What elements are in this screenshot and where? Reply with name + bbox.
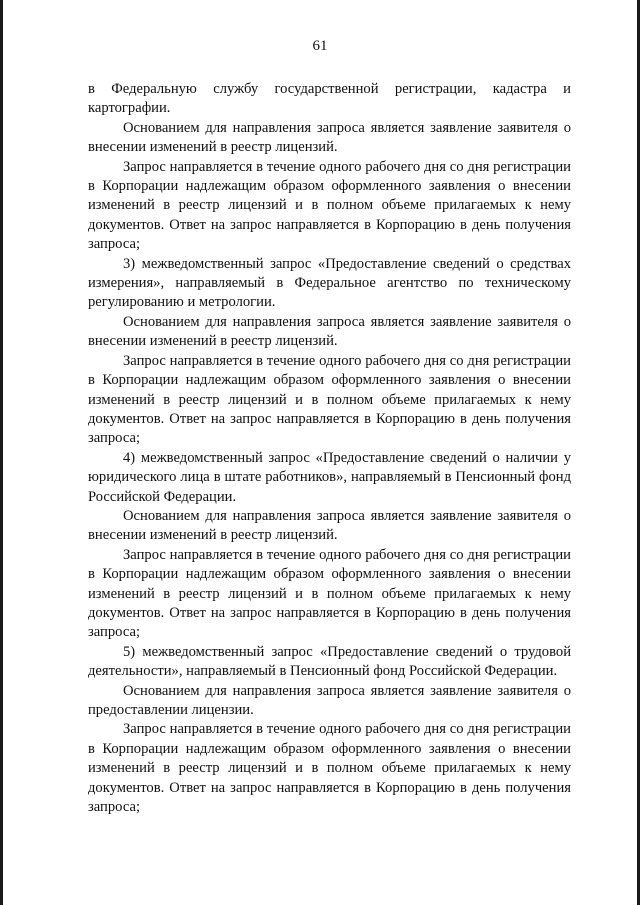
document-body [88, 80, 571, 817]
paragraph: в Федеральную службу государственной регистрации, кадастра и картографии. [88, 81, 571, 117]
paragraph: Запрос направляется в течение одного рабочего дня со дня регистрации в Корпорации надлежащим образом оформленного заявления о внесении изменений в реестр лицензий и в полном объеме прилагаемых к нему документов. Ответ на запрос направляется в Корпорацию в день получения запроса; [88, 352, 571, 447]
paragraph: Основанием для направления запроса является заявление заявителя о внесении изменений в реестр лицензий. [88, 507, 571, 544]
scan-edge-left [0, 0, 3, 905]
paragraph: Запрос направляется в течение одного рабочего дня со дня регистрации в Корпорации надлежащим образом оформленного заявления о внесении изменений в реестр лицензий и в полном объеме прилагаемых к нему документов. Ответ на запрос направляется в Корпорацию в день получения запроса; [88, 721, 571, 816]
paragraph: 4) межведомственный запрос «Предоставление сведений о наличии у юридического лица в штате работников», направляемый в Пенсионный фонд Российской Федерации. [88, 449, 571, 505]
paragraph: Основанием для направления запроса является заявление заявителя о предоставлении лицензии. [88, 682, 571, 718]
paragraph: Запрос направляется в течение одного рабочего дня со дня регистрации в Корпорации надлежащим образом оформленного заявления о внесении изменений в реестр лицензий и в полном объеме прилагаемых к нему документов. Ответ на запрос направляется в Корпорацию в день получения запроса; [88, 546, 571, 641]
paragraph: 3) межведомственный запрос «Предоставление сведений о средствах измерения», направляемый в Федеральное агентство по техническому регулированию и метрологии. [88, 255, 571, 311]
paragraph: Основанием для направления запроса является заявление заявителя о внесении изменений в реестр лицензий. [88, 119, 571, 156]
paragraph: 5) межведомственный запрос «Предоставление сведений о трудовой деятельности», направляемый в Пенсионный фонд Российской Федерации. [88, 643, 571, 680]
paragraph: Запрос направляется в течение одного рабочего дня со дня регистрации в Корпорации надлежащим образом оформленного заявления о внесении изменений в реестр лицензий и в полном объеме прилагаемых к нему документов. Ответ на запрос направляется в Корпорацию в день получения запроса; [88, 158, 571, 253]
paragraph: Основанием для направления запроса является заявление заявителя о внесении изменений в реестр лицензий. [88, 313, 571, 350]
page-number: 61 [312, 38, 328, 54]
